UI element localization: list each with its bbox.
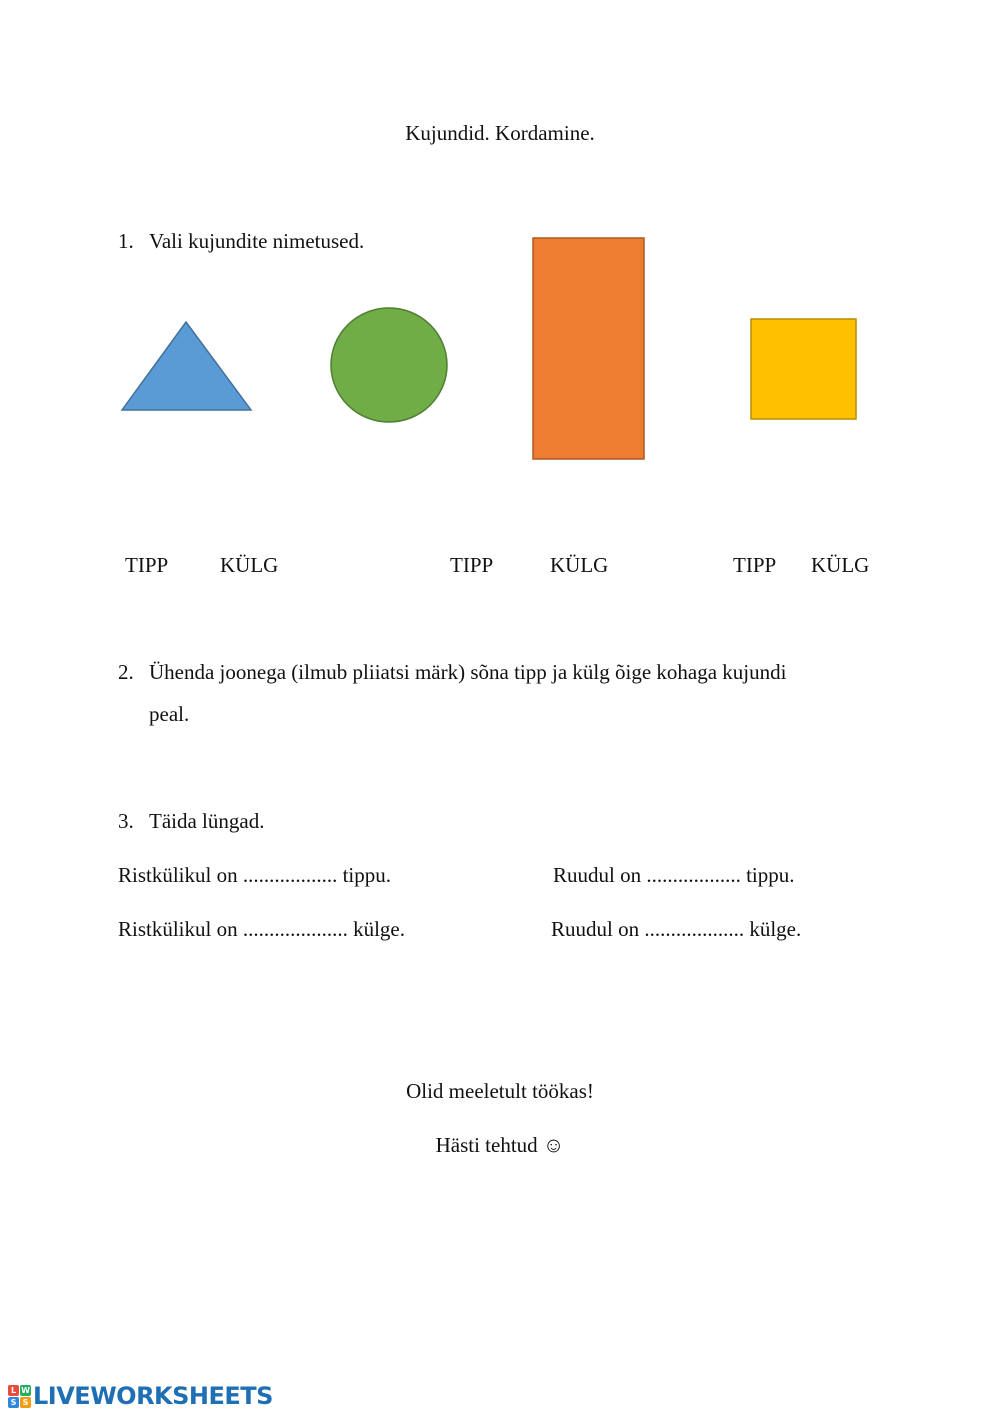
task-1-text: Vali kujundite nimetused.	[149, 229, 365, 253]
task-2-number: 2.	[118, 660, 134, 684]
closing-line-2: Hästi tehtud ☺	[435, 1133, 565, 1157]
square-shape	[748, 316, 860, 423]
logo-cube-4: S	[20, 1397, 31, 1408]
task-2-line-2: peal.	[149, 702, 190, 726]
rectangle-tipp-blank[interactable]: Ristkülikul on .................. tippu.	[118, 863, 392, 887]
choice-tipp-3[interactable]: TIPP	[733, 553, 777, 577]
choice-kulg-3[interactable]: KÜLG	[811, 553, 870, 577]
task-2-line-1: Ühenda joonega (ilmub pliiatsi märk) sõna tipp ja külg õige kohaga kujundi	[149, 660, 787, 684]
task-1-number: 1.	[118, 229, 134, 253]
logo-text: LIVEWORKSHEETS	[33, 1382, 273, 1410]
logo-cube-2: W	[21, 1385, 30, 1395]
choice-kulg-1[interactable]: KÜLG	[220, 553, 279, 577]
logo-cube-1: L	[8, 1385, 19, 1396]
liveworksheets-logo[interactable]	[8, 1383, 273, 1409]
task-3-heading	[118, 811, 264, 832]
page-title: Kujundid. Kordamine.	[405, 121, 595, 145]
square-kulg-blank[interactable]: Ruudul on ................... külge.	[551, 917, 802, 941]
logo-cubes-icon	[8, 1385, 31, 1408]
logo-cube-3: S	[8, 1397, 19, 1408]
closing-line-1: Olid meeletult töökas!	[406, 1079, 594, 1103]
rectangle-kulg-blank[interactable]: Ristkülikul on .................... külge.	[118, 917, 406, 941]
choice-tipp-1[interactable]: TIPP	[125, 553, 169, 577]
rectangle-shape	[530, 235, 648, 463]
circle-shape	[327, 304, 451, 426]
choice-kulg-2[interactable]: KÜLG	[550, 553, 609, 577]
task-2-heading	[118, 662, 786, 683]
square-tipp-blank[interactable]: Ruudul on .................. tippu.	[553, 863, 795, 887]
triangle-shape	[118, 318, 256, 414]
task-1-heading	[118, 231, 364, 252]
choice-tipp-2[interactable]: TIPP	[450, 553, 494, 577]
task-3-number: 3.	[118, 809, 134, 833]
task-3-text: Täida lüngad.	[149, 809, 265, 833]
